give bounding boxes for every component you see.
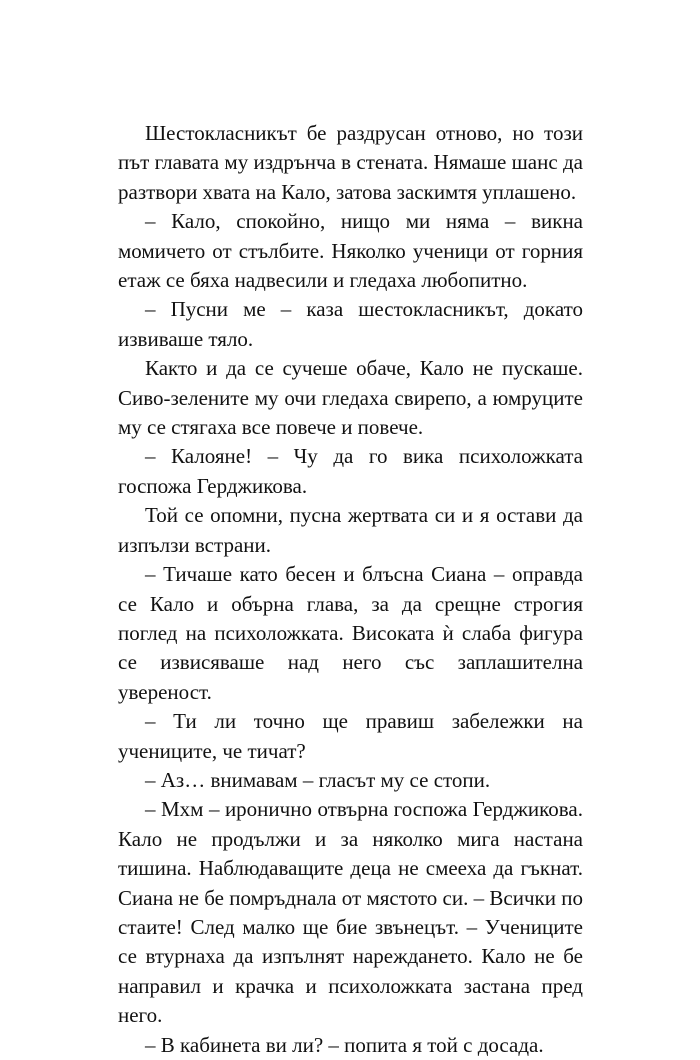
paragraph: Шестокласникът бе раздрусан отново, но този път главата му издрънча в стената. Нямаше шанс да разтвори хвата на Кало, затова заскимтя уплашено. [118, 121, 583, 204]
paragraph: Той се опомни, пусна жертвата си и я остави да изпълзи встрани. [118, 503, 583, 557]
paragraph: – Пусни ме – каза шестокласникът, докато извиваше тяло. [118, 297, 583, 351]
paragraph: – Ти ли точно ще правиш забележки на учениците, че тичат? [118, 709, 583, 763]
paragraph: – Кало, спокойно, нищо ми няма – викна момичето от стълбите. Няколко ученици от горния етаж се бяха надвесили и гледаха любопитно. [118, 209, 583, 293]
paragraph: – Аз… внимавам – гласът му се стопи. [145, 767, 491, 792]
paragraph: – Мхм – иронично отвърна госпожа Герджикова. Кало не продължи и за няколко мига настана тишина. Наблюдаващите деца не смееха да гъкнат. Сиана не бе помръднала от мястото си. – Всички по стаите! След малко ще бие звънецът. – Учениците се втурнаха да изпълнят нареждането. Кало не бе направил и крачка и психоложката застана пред него. [118, 797, 583, 1028]
paragraph: Както и да се сучеше обаче, Кало не пускаше. Сиво-зелените му очи гледаха свирепо, а юмруците му се стягаха все повече и повече. [118, 356, 583, 440]
body-text [118, 119, 583, 1060]
paragraph: – Тичаше като бесен и блъсна Сиана – оправда се Кало и обърна глава, за да срещне строгия поглед на психоложката. Високата ѝ слаба фигура се извисяваше над него със заплашителна увереност. [118, 562, 583, 704]
paragraph: – Калояне! – Чу да го вика психоложката госпожа Герджикова. [118, 444, 583, 498]
paragraph: – В кабинета ви ли? – попита я той с досада. [145, 1032, 544, 1057]
